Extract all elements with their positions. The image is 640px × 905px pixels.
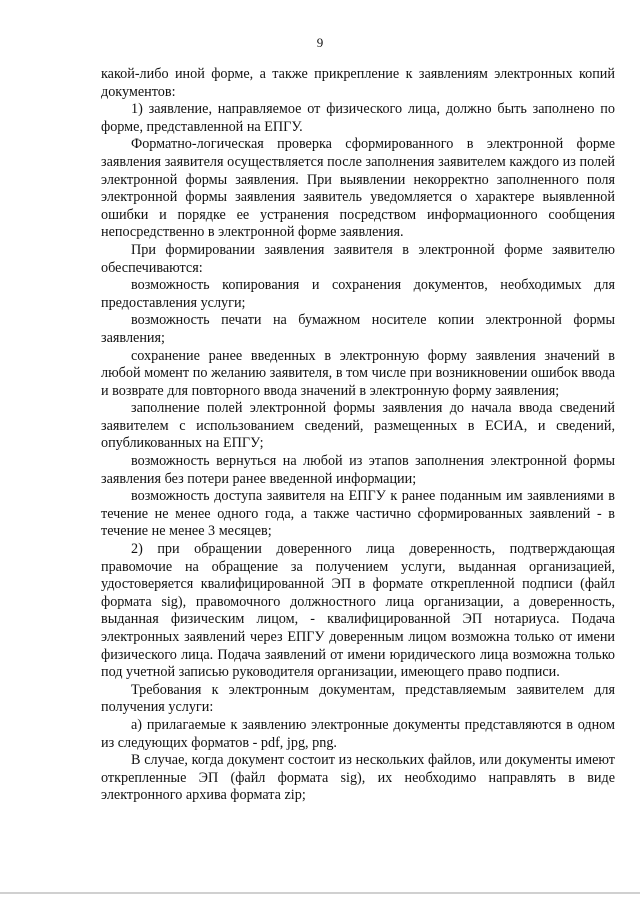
paragraph: При формировании заявления заявителя в электронной форме заявителю обеспечиваются: (101, 241, 615, 276)
paragraph: возможность доступа заявителя на ЕПГУ к ранее поданным им заявлениями в течение не менее одного года, а также частично сформированных заявлений - в течение не менее 3 месяцев; (101, 488, 615, 540)
paragraph: Форматно-логическая проверка сформированного в электронной форме заявления заявителя осуществляется после заполнения заявителем каждого из полей электронной формы заявления. При выявлении некорректно заполненного поля электронной формы заявления заявитель уведомляется о характере выявленной ошибки и порядке ее устранения посредством информационного сообщения непосредственно в электронной форме заявления. (101, 136, 615, 241)
paragraph: В случае, когда документ состоит из нескольких файлов, или документы имеют открепленные ЭП (файл формата sig), их необходимо направлять в виде электронного архива формата zip; (101, 752, 615, 804)
document-body (101, 66, 615, 805)
paragraph: заполнение полей электронной формы заявления до начала ввода сведений заявителем с использованием сведений, размещенных в ЕСИА, и сведений, опубликованных на ЕПГУ; (101, 400, 615, 452)
paragraph: Требования к электронным документам, представляемым заявителем для получения услуги: (101, 681, 615, 716)
paragraph: возможность копирования и сохранения документов, необходимых для предоставления услуги; (101, 277, 615, 311)
paragraph: возможность вернуться на любой из этапов заполнения электронной формы заявления без потери ранее введенной информации; (101, 453, 615, 487)
paragraph: 1) заявление, направляемое от физического лица, должно быть заполнено по форме, представленной на ЕПГУ. (101, 101, 615, 135)
page-bottom-edge (0, 892, 640, 894)
paragraph: возможность печати на бумажном носителе копии электронной формы заявления; (101, 312, 615, 346)
paragraph: какой-либо иной форме, а также прикрепление к заявлениям электронных копий документов: (101, 66, 615, 100)
paragraph: 2) при обращении доверенного лица доверенность, подтверждающая правомочие на обращение за получением услуги, выданная организацией, удостоверяется квалифицированной ЭП в формате открепленной подписи (файл формата sig), правомочного должностного лица организации, а доверенность, выданная физическим лицом, - квалифицированной ЭП нотариуса. Подача электронных заявлений через ЕПГУ доверенным лицом возможна только от имени физического лица. Подача заявлений от имени юридического лица возможна только под учетной записью руководителя организации, имеющего право подписи. (101, 541, 615, 681)
paragraph: сохранение ранее введенных в электронную форму заявления значений в любой момент по желанию заявителя, в том числе при возникновении ошибок ввода и возврате для повторного ввода значений в электронную форму заявления; (101, 347, 615, 399)
page-number: 9 (316, 35, 324, 50)
paragraph: а) прилагаемые к заявлению электронные документы представляются в одном из следующих форматов - pdf, jpg, png. (101, 716, 615, 751)
